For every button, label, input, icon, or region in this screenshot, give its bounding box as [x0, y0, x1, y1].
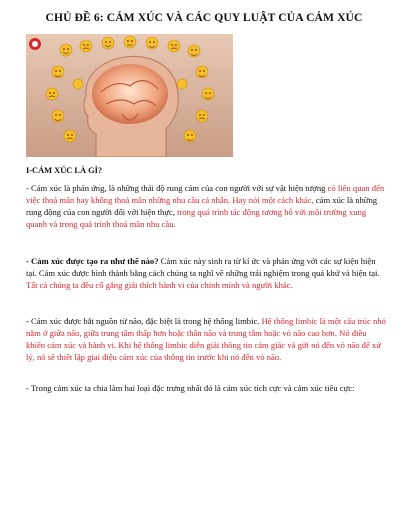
- page-title: CHỦ ĐỀ 6: CẢM XÚC VÀ CÁC QUY LUẬT CỦA CẢM XÚC: [45, 11, 363, 24]
- p2-bold-question: - Cảm xúc được tạo ra như thế nào?: [26, 256, 159, 266]
- emotions-head-illustration: [26, 34, 233, 157]
- paragraph-definition: [26, 182, 386, 230]
- paragraph-types: - Trong cảm xúc ta chia làm hai loại đặc trưng nhất đó là cảm xúc tích cực và cảm xúc tiêu cực:: [26, 383, 355, 393]
- p1-text-b-red: có liên quan đến việc thoả mãn hay không thoả mãn những nhu cầu cá nhân. Hay nói một cách khác,: [26, 183, 385, 205]
- p2-text-b-red: Tất cả chúng ta đều cố gắng giải thích hành vi của chính mình và người khác.: [26, 280, 293, 290]
- p3-text-b-red: Hệ thống limbic là một cấu trúc nhỏ nằm ở giữa não, giữa trung tâm thấp hơn hoặc thân não và trung tâm hoặc vỏ não cao hơn. Nó điều khiển cảm xúc và hành vi. Khi hệ thống limbic diễn giải thông tin cảm giác và gửi nó đến vỏ não để xử lý, nó sẽ thiết lập giai điệu cảm xúc của thông tin trước khi nó đến vỏ não.: [26, 316, 386, 362]
- paragraph-how-created: [26, 255, 386, 291]
- p1-text-a: - Cảm xúc là phản ứng, là những thái độ rung cảm của con người với sự vật hiện tượng: [26, 183, 328, 193]
- p1-text-d-red: trong quá trình tác động tương hỗ với môi trường xung quanh và trong quá trình thoả mãn nhu cầu.: [26, 207, 367, 229]
- p1-text-c: cảm xúc là những rung động của con người đối với hiện thực,: [26, 195, 378, 217]
- paragraph-limbic-system: [26, 315, 386, 363]
- p3-text-a: - Cảm xúc được bắt nguồn từ não, đặc biệt là trong hệ thống limbic.: [26, 316, 262, 326]
- section-heading: I-CẢM XÚC LÀ GÌ?: [26, 166, 103, 175]
- p2-text-a: Cảm xúc này sinh ra từ kí ức và phản ứng với các sự kiện hiện tại. Cảm xúc được hình thành bằng cách chúng ta nghĩ về những trải nghiệm trong quá khứ và hiện tại.: [26, 256, 380, 278]
